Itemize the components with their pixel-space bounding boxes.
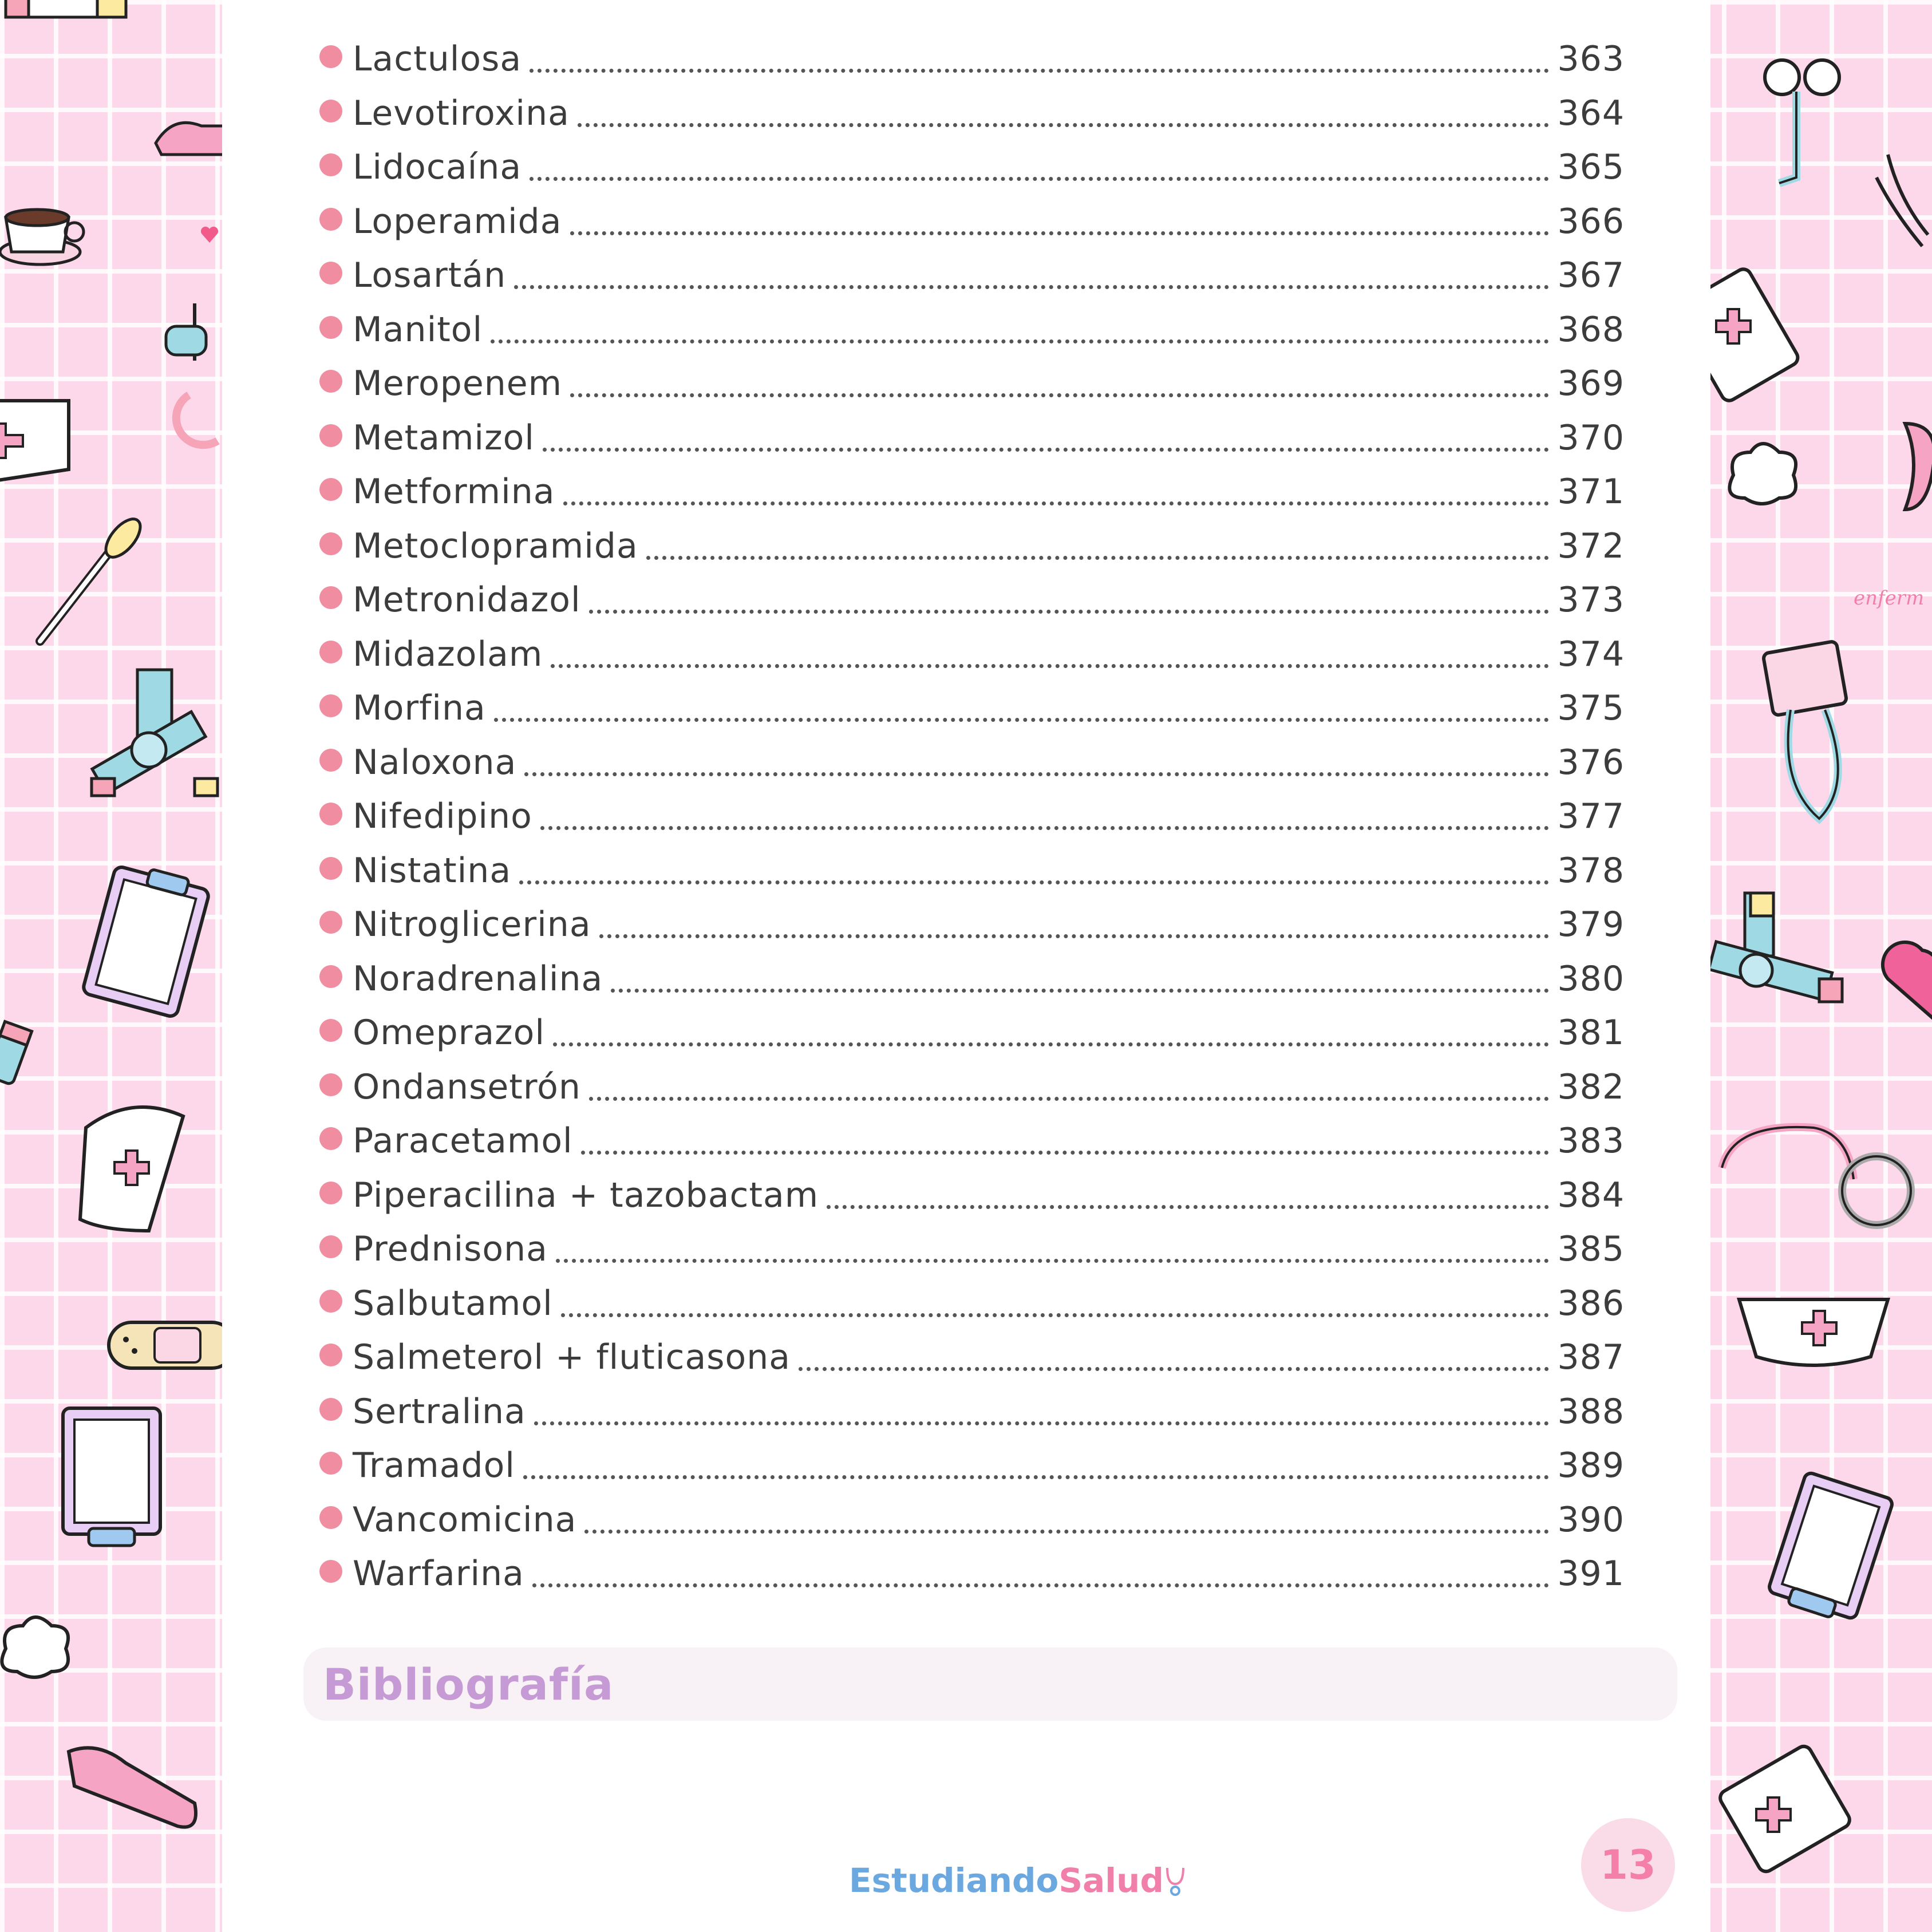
brand-part-2: Salud xyxy=(1058,1861,1164,1900)
nurse-cap-icon-2 xyxy=(69,1093,195,1242)
toc-entry-label: Lactulosa xyxy=(353,39,522,79)
toc-entry-page: 363 xyxy=(1557,39,1625,79)
toc-entry-page: 369 xyxy=(1557,364,1625,404)
toc-entry-page: 388 xyxy=(1557,1391,1625,1432)
toc-entry-label: Metformina xyxy=(353,472,555,512)
toc-entry-page: 371 xyxy=(1557,472,1625,512)
organ-icon xyxy=(1871,412,1932,515)
dot-leader xyxy=(561,1283,1550,1317)
toc-entry-label: Tramadol xyxy=(353,1445,515,1485)
toc-row[interactable] xyxy=(319,789,1625,843)
bullet-icon xyxy=(319,586,342,609)
right-decor-panel xyxy=(1710,0,1932,1932)
scalpel-icon xyxy=(29,515,143,653)
dot-leader xyxy=(556,1228,1550,1263)
toc-entry-page: 375 xyxy=(1557,688,1625,728)
toc-entry-page: 367 xyxy=(1557,255,1625,295)
nurse-cap-icon xyxy=(0,395,80,492)
dot-leader xyxy=(589,579,1550,614)
dot-leader xyxy=(581,1120,1550,1155)
toc-entry-label: Losartán xyxy=(353,255,507,295)
toc-row[interactable] xyxy=(319,1439,1625,1492)
bullet-icon xyxy=(319,1019,342,1042)
bullet-icon xyxy=(319,1344,342,1366)
toc-entry-label: Sertralina xyxy=(353,1391,526,1432)
dot-leader xyxy=(494,688,1550,722)
dot-leader xyxy=(523,1445,1550,1479)
nurse-cap-icon-3 xyxy=(1733,1288,1894,1374)
dot-leader xyxy=(553,1012,1549,1046)
toc-entry-label: Midazolam xyxy=(353,634,543,674)
toc-row[interactable] xyxy=(319,627,1625,681)
bullet-icon xyxy=(319,1235,342,1258)
toc-entry-page: 378 xyxy=(1557,850,1625,891)
toc-entry-label: Paracetamol xyxy=(353,1121,573,1161)
bullet-icon xyxy=(319,1073,342,1096)
toc-entry-page: 374 xyxy=(1557,634,1625,674)
toc-entry-page: 377 xyxy=(1557,796,1625,836)
cotton-icon xyxy=(0,1609,74,1683)
dot-leader xyxy=(611,958,1549,993)
toc-entry-label: Warfarina xyxy=(353,1554,524,1594)
toc-entry-page: 389 xyxy=(1557,1445,1625,1485)
toc-row[interactable] xyxy=(319,1168,1625,1222)
toc-row[interactable] xyxy=(319,898,1625,951)
dot-leader xyxy=(540,796,1550,830)
toc-entry-page: 372 xyxy=(1557,526,1625,566)
toc-entry-label: Piperacilina + tazobactam xyxy=(353,1175,819,1215)
toc-row[interactable] xyxy=(319,1114,1625,1168)
toc-entry-page: 381 xyxy=(1557,1013,1625,1053)
clipboard-icon-2 xyxy=(1773,1471,1888,1626)
toc-row[interactable] xyxy=(319,465,1625,519)
dot-leader xyxy=(519,850,1549,884)
toc-entry-label: Vancomicina xyxy=(353,1499,577,1540)
section-title: Bibliografía xyxy=(323,1658,614,1710)
toc-entry-page: 390 xyxy=(1557,1499,1625,1540)
dot-leader xyxy=(570,201,1550,235)
section-header-bibliografia xyxy=(303,1647,1677,1721)
toc-row[interactable] xyxy=(319,844,1625,898)
dot-leader xyxy=(524,742,1549,776)
iv-stopcock-icon xyxy=(86,670,222,807)
bullet-icon xyxy=(319,803,342,825)
toc-entry-label: Prednisona xyxy=(353,1229,548,1269)
bullet-icon xyxy=(319,1290,342,1313)
coffee-cup-icon xyxy=(0,189,92,275)
bullet-icon xyxy=(319,1398,342,1421)
toc-row[interactable] xyxy=(319,736,1625,789)
bullet-icon xyxy=(319,45,342,68)
dot-leader xyxy=(570,363,1549,397)
toc-row[interactable] xyxy=(319,411,1625,465)
toc-entry-page: 379 xyxy=(1557,904,1625,945)
toc-entry-page: 384 xyxy=(1557,1175,1625,1215)
dot-leader xyxy=(646,526,1550,560)
toc-row[interactable] xyxy=(319,681,1625,735)
bullet-icon xyxy=(319,424,342,447)
bullet-icon xyxy=(319,911,342,934)
dot-leader xyxy=(584,1499,1549,1534)
toc-entry-page: 376 xyxy=(1557,742,1625,783)
dot-leader xyxy=(578,93,1550,127)
toc-entry-page: 364 xyxy=(1557,93,1625,133)
toc-row[interactable] xyxy=(319,303,1625,357)
toc-entry-label: Meropenem xyxy=(353,364,563,404)
id-badge-icon xyxy=(1756,635,1871,830)
toc-row[interactable] xyxy=(319,1330,1625,1384)
bullet-icon xyxy=(319,1452,342,1475)
toc-entry-label: Manitol xyxy=(353,309,483,350)
toc-entry-page: 366 xyxy=(1557,201,1625,242)
toc-entry-label: Metoclopramida xyxy=(353,526,638,566)
dot-leader xyxy=(827,1175,1549,1209)
toc-row[interactable] xyxy=(319,1493,1625,1547)
bullet-icon xyxy=(319,1560,342,1583)
toc-entry-label: Nitroglicerina xyxy=(353,904,591,945)
clipboard-icon xyxy=(80,859,212,1019)
bullet-icon xyxy=(319,694,342,717)
toc-row[interactable] xyxy=(319,1060,1625,1114)
heart-icon xyxy=(1876,939,1932,1025)
hand-icon xyxy=(1865,143,1932,258)
toc-entry-page: 386 xyxy=(1557,1283,1625,1323)
toc-entry-label: Naloxona xyxy=(353,742,517,783)
toc-entry-label: Morfina xyxy=(353,688,486,728)
dot-leader xyxy=(799,1337,1549,1371)
scissors-icon xyxy=(1756,52,1854,195)
toc-row[interactable] xyxy=(319,140,1625,194)
toc-entry-label: Levotiroxina xyxy=(353,93,570,133)
toc-entry-label: Ondansetrón xyxy=(353,1066,581,1107)
bullet-icon xyxy=(319,749,342,772)
toc-entry-label: Metronidazol xyxy=(353,580,581,620)
dot-leader xyxy=(514,255,1549,289)
bullet-icon xyxy=(319,641,342,663)
toc-row[interactable] xyxy=(319,519,1625,573)
dot-leader xyxy=(491,309,1549,343)
toc-row[interactable] xyxy=(319,1385,1625,1439)
toc-entry-page: 383 xyxy=(1557,1121,1625,1161)
toc-row[interactable] xyxy=(319,573,1625,627)
toc-entry-label: Noradrenalina xyxy=(353,958,603,999)
toc-entry-page: 382 xyxy=(1557,1066,1625,1107)
bullet-icon xyxy=(319,1127,342,1150)
bullet-icon xyxy=(319,1182,342,1204)
dot-leader xyxy=(530,38,1549,73)
dot-leader xyxy=(530,147,1549,181)
toc-entry-page: 391 xyxy=(1557,1554,1625,1594)
dot-leader xyxy=(563,471,1550,505)
bullet-icon xyxy=(319,965,342,988)
first-aid-kit-icon xyxy=(1710,258,1802,395)
toc-entry-label: Salmeterol + fluticasona xyxy=(353,1337,791,1377)
page-number: 13 xyxy=(1600,1842,1656,1888)
bullet-icon xyxy=(319,153,342,176)
first-aid-kit-icon-2 xyxy=(1722,1746,1854,1872)
brain-icon xyxy=(1722,435,1808,509)
sneaker-icon-2 xyxy=(63,1735,206,1843)
toc-entry-page: 387 xyxy=(1557,1337,1625,1377)
toc-entry-page: 365 xyxy=(1557,147,1625,187)
toc-entry-label: Salbutamol xyxy=(353,1283,553,1323)
dot-leader xyxy=(534,1391,1550,1425)
toc-row[interactable] xyxy=(319,1547,1625,1601)
toc-row[interactable] xyxy=(319,248,1625,302)
dot-leader xyxy=(551,634,1549,668)
bullet-icon xyxy=(319,857,342,880)
bullet-icon xyxy=(319,370,342,393)
toc-row[interactable] xyxy=(319,195,1625,248)
bullet-icon xyxy=(319,208,342,231)
iv-clamp-icon xyxy=(160,292,222,464)
vial-icon xyxy=(0,1019,34,1088)
dot-leader xyxy=(599,904,1550,938)
toc-entry-page: 380 xyxy=(1557,958,1625,999)
toc-entry-page: 370 xyxy=(1557,417,1625,458)
toc-row[interactable] xyxy=(319,357,1625,410)
dot-leader xyxy=(543,417,1550,452)
iv-stopcock-icon-2 xyxy=(1710,893,1848,1025)
dot-leader xyxy=(589,1066,1550,1101)
sneaker-icon xyxy=(150,103,222,166)
patient-chart-icon xyxy=(57,1402,166,1551)
dot-leader xyxy=(532,1553,1550,1587)
bandage-icon xyxy=(103,1305,222,1385)
toc-entry-label: Omeprazol xyxy=(353,1013,545,1053)
bullet-icon xyxy=(319,478,342,501)
toc-entry-label: Loperamida xyxy=(353,201,562,242)
stethoscope-icon xyxy=(1710,1111,1922,1242)
toc-row[interactable] xyxy=(319,32,1625,86)
bullet-icon xyxy=(319,532,342,555)
stethoscope-small-icon xyxy=(1164,1863,1187,1898)
toc-row[interactable] xyxy=(319,86,1625,140)
left-decor-panel xyxy=(0,0,222,1932)
bullet-icon xyxy=(319,1506,342,1529)
brand-logo xyxy=(849,1855,1187,1906)
bullet-icon xyxy=(319,100,342,123)
toc-entry-page: 385 xyxy=(1557,1229,1625,1269)
small-heart-icon xyxy=(198,223,221,246)
toc-entry-page: 373 xyxy=(1557,580,1625,620)
brand-part-1: Estudiando xyxy=(849,1861,1059,1900)
bullet-icon xyxy=(319,316,342,339)
toc-row[interactable] xyxy=(319,1222,1625,1276)
syringe-icon xyxy=(0,0,143,34)
bullet-icon xyxy=(319,262,342,285)
toc-entry-label: Metamizol xyxy=(353,417,535,458)
toc-row[interactable] xyxy=(319,952,1625,1006)
toc-entry-page: 368 xyxy=(1557,309,1625,350)
toc-entry-label: Lidocaína xyxy=(353,147,522,187)
toc-entry-label: Nifedipino xyxy=(353,796,532,836)
document-page xyxy=(222,0,1710,1932)
page-number-badge xyxy=(1581,1818,1675,1912)
side-handwriting-text: enferm xyxy=(1854,587,1925,610)
toc-row[interactable] xyxy=(319,1277,1625,1330)
toc-row[interactable] xyxy=(319,1006,1625,1060)
toc-entry-label: Nistatina xyxy=(353,850,512,891)
